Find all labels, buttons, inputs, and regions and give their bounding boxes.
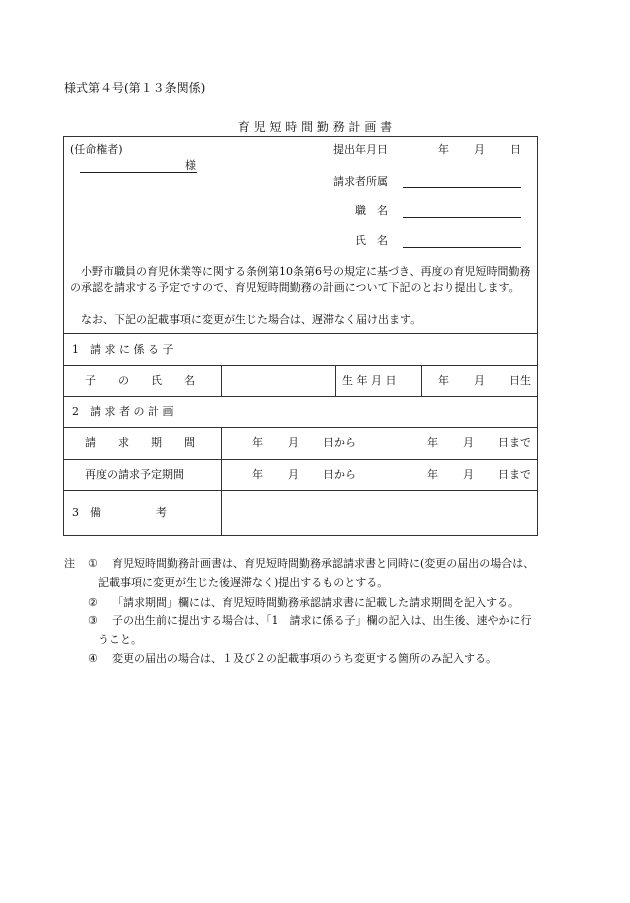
section1-heading: 1 請 求 に 係 る 子 — [72, 343, 174, 356]
sama-suffix: 様 — [185, 159, 196, 172]
remarks-label: 3 備 考 — [72, 506, 167, 519]
requester-name-field[interactable] — [403, 247, 521, 248]
birth-month-unit: 月 — [474, 374, 485, 387]
note-2-line1: 「請求期間」欄には、育児短時間勤務承認請求書に記載した請求期間を記入する。 — [112, 596, 519, 609]
child-name-label: 子 の 氏 名 — [85, 374, 195, 387]
submission-day-unit: 日 — [510, 143, 521, 156]
request-to-month-unit: 月 — [463, 436, 474, 449]
remarks-field[interactable] — [222, 491, 537, 535]
re-request-period-label: 再度の請求予定期間 — [85, 468, 184, 481]
rerequest-to-suffix: 日まで — [498, 468, 531, 481]
request-from-month-unit: 月 — [288, 436, 299, 449]
requester-position-field[interactable] — [403, 217, 521, 218]
birthdate-label: 生 年 月 日 — [342, 374, 397, 387]
requester-name-label: 氏 名 — [355, 234, 388, 247]
note-4-line1: 変更の届出の場合は、１及び２の記載事項のうち変更する箇所のみ記入する。 — [112, 652, 497, 665]
note-2-mark: ② — [88, 596, 98, 609]
birth-day-unit: 日生 — [509, 374, 531, 387]
rerequest-from-suffix: 日から — [323, 468, 356, 481]
note-1-line1: 育児短時間勤務計画書は、育児短時間勤務承認請求書と同時に(変更の届出の場合は、 — [112, 557, 535, 570]
rerequest-to-year-unit: 年 — [427, 468, 438, 481]
note-1-line2: 記載事項に変更が生じた後遅滞なく)提出するものとする。 — [98, 576, 389, 589]
page-title: 育 児 短 時 間 勤 務 計 画 書 — [237, 120, 393, 134]
request-period-label: 請 求 期 間 — [85, 436, 195, 449]
submission-year-unit: 年 — [438, 143, 449, 156]
requester-dept-label: 請求者所属 — [333, 175, 388, 188]
submission-date-label: 提出年月日 — [333, 143, 388, 156]
requester-dept-field[interactable] — [403, 187, 521, 188]
rerequest-from-year-unit: 年 — [252, 468, 263, 481]
appointer-label: (任命権者) — [70, 143, 123, 156]
request-to-year-unit: 年 — [427, 436, 438, 449]
rerequest-from-month-unit: 月 — [288, 468, 299, 481]
request-to-suffix: 日まで — [498, 436, 531, 449]
request-from-year-unit: 年 — [252, 436, 263, 449]
note-3-mark: ③ — [88, 614, 98, 627]
note-4-mark: ④ — [88, 652, 98, 665]
request-from-suffix: 日から — [323, 436, 356, 449]
form-number: 様式第４号(第１３条関係) — [64, 81, 206, 95]
appointer-name-field[interactable] — [80, 172, 197, 173]
birth-year-unit: 年 — [438, 374, 449, 387]
section2-heading: 2 請 求 者 の 計 画 — [72, 405, 174, 418]
statement-paragraph: 小野市職員の育児休業等に関する条例第10条第6号の規定に基づき、再度の育児短時間勤務の承認を請求する予定ですので、育児短時間勤務の計画について下記のとおり提出します。 — [70, 265, 531, 294]
submission-month-unit: 月 — [474, 143, 485, 156]
notes-label: 注 — [64, 557, 75, 570]
requester-position-label: 職 名 — [355, 204, 388, 217]
note-1-mark: ① — [88, 557, 98, 570]
rerequest-to-month-unit: 月 — [463, 468, 474, 481]
note-3-line1: 子の出生前に提出する場合は、「1 請求に係る子」欄の記入は、出生後、速やかに行 — [112, 614, 532, 627]
note-3-line2: うこと。 — [98, 633, 142, 646]
notice-paragraph: なお、下記の記載事項に変更が生じた場合は、遅滞なく届け出ます。 — [81, 313, 422, 326]
